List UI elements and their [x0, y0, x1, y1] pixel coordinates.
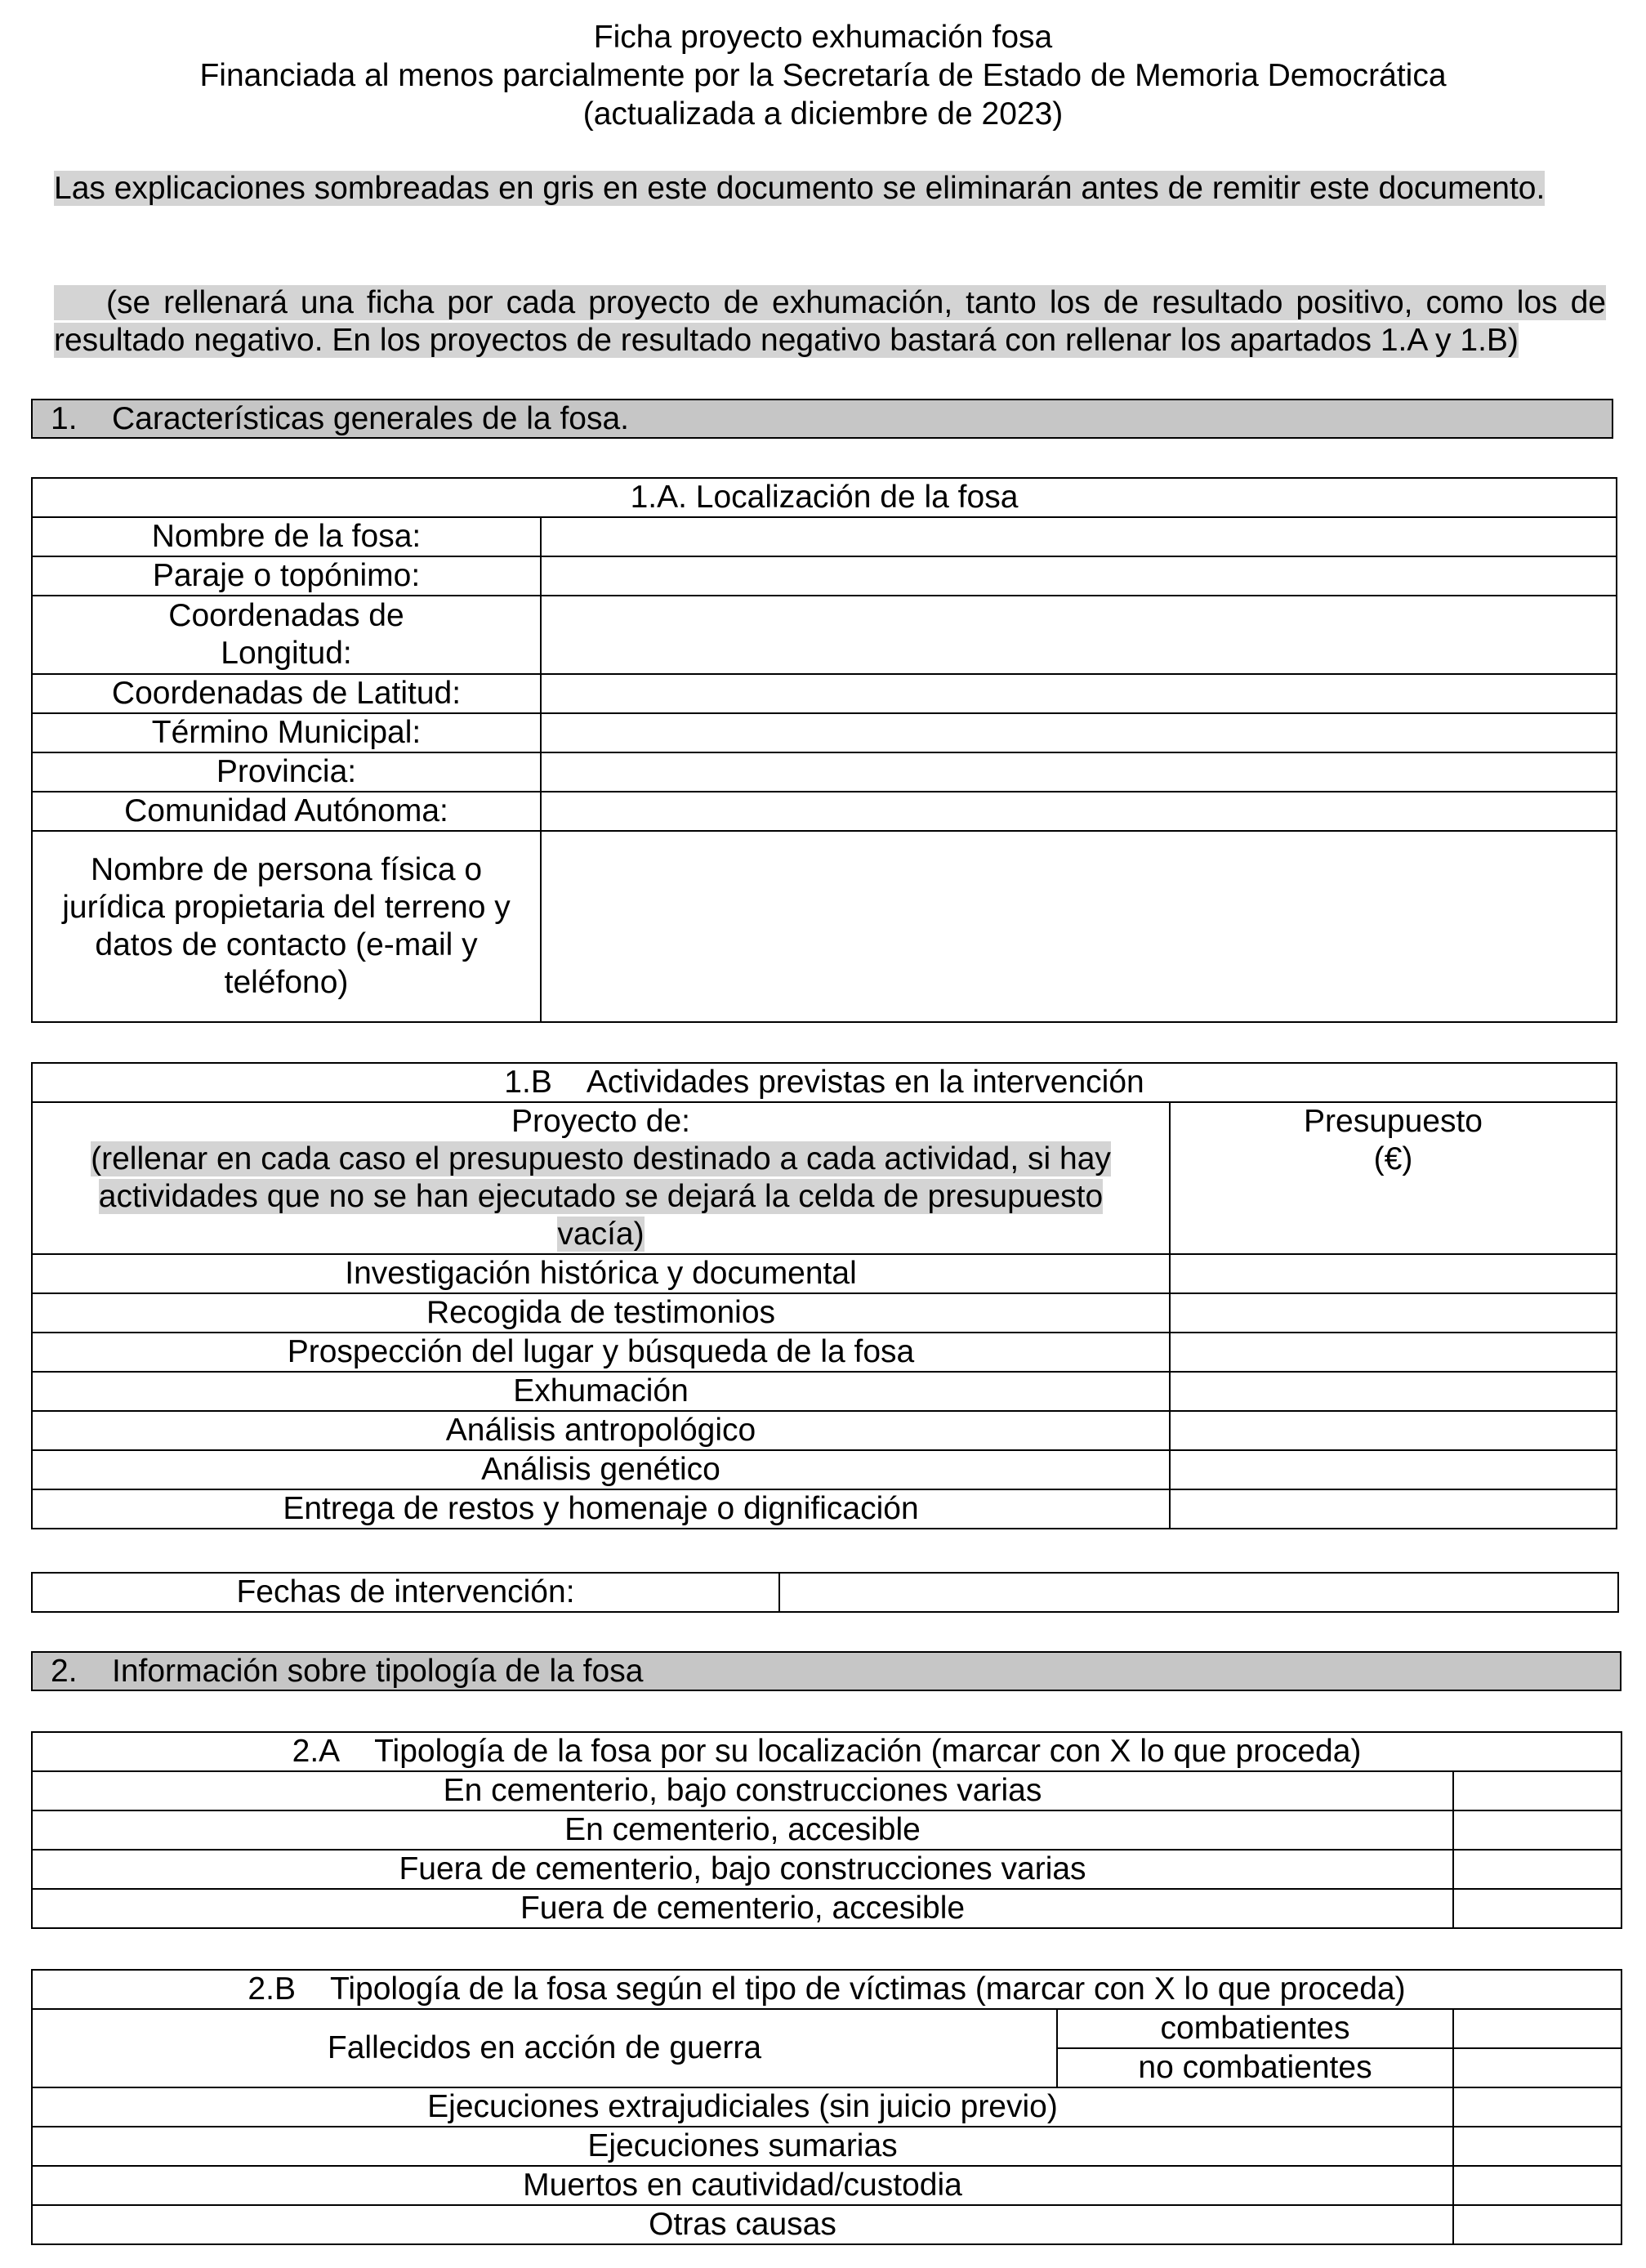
location-label-propietario: Nombre de persona física o jurídica propietaria del terreno y datos de contacto (e-mail y teléfono) [32, 831, 541, 1022]
victim-war-label: Fallecidos en acción de guerra [32, 2009, 1057, 2087]
table-location-type-heading [32, 1732, 1621, 1771]
location-type-checkbox[interactable] [1453, 1889, 1621, 1928]
project-label: Proyecto de: [511, 1104, 690, 1139]
victim-type-checkbox[interactable] [1453, 2009, 1621, 2048]
victim-type-checkbox[interactable] [1453, 2166, 1621, 2205]
table-dates [31, 1572, 1619, 1613]
table-location [31, 477, 1617, 1023]
activity-testimonios: Recogida de testimonios [32, 1293, 1170, 1333]
table-activities-heading [32, 1063, 1617, 1102]
location-type-checkbox[interactable] [1453, 1810, 1621, 1850]
fill-instruction-note [54, 284, 1606, 359]
victim-war-no-combatientes: no combatientes [1057, 2048, 1453, 2087]
section-2-title: Información sobre tipología de la fosa [112, 1654, 644, 1689]
table-victim-type [31, 1969, 1622, 2245]
victim-type-checkbox[interactable] [1453, 2087, 1621, 2127]
document-subtitle: Financiada al menos parcialmente por la Secretaría de Estado de Memoria Democrática [199, 58, 1447, 93]
activity-exhumacion: Exhumación [32, 1372, 1170, 1411]
victim-type-row: Muertos en cautividad/custodia [32, 2166, 1453, 2205]
victim-type-checkbox[interactable] [1453, 2205, 1621, 2244]
location-type-row: En cementerio, accesible [32, 1810, 1453, 1850]
location-type-checkbox[interactable] [1453, 1850, 1621, 1889]
victim-type-row: Ejecuciones sumarias [32, 2127, 1453, 2166]
activity-historica: Investigación histórica y documental [32, 1254, 1170, 1293]
victim-war-combatientes: combatientes [1057, 2009, 1453, 2048]
section-1-heading [31, 399, 1613, 439]
victim-type-row: Otras causas [32, 2205, 1453, 2244]
location-type-row: Fuera de cementerio, accesible [32, 1889, 1453, 1928]
location-field-comunidad[interactable] [541, 792, 1617, 831]
project-header-cell [32, 1102, 1170, 1254]
document-title: Ficha proyecto exhumación fosa [593, 20, 1053, 55]
table-location-type [31, 1731, 1622, 1929]
location-field-provincia[interactable] [541, 752, 1617, 792]
location-field-paraje[interactable] [541, 556, 1617, 596]
victim-type-checkbox[interactable] [1453, 2127, 1621, 2166]
table-activities-title: Actividades previstas en la intervención [586, 1065, 1144, 1100]
budget-field-historica[interactable] [1170, 1254, 1617, 1293]
section-1-number: 1. [51, 401, 78, 436]
fill-instruction-text: (se rellenará una ficha por cada proyecto de exhumación, tanto los de resultado positivo, como los de resultado negativo. En los proyectos de resultado negativo bastará con rellenar los apartados 1.A y 1.B) [54, 285, 1606, 358]
budget-field-entrega[interactable] [1170, 1489, 1617, 1529]
budget-field-genetico[interactable] [1170, 1450, 1617, 1489]
location-field-nombre[interactable] [541, 517, 1617, 556]
budget-field-testimonios[interactable] [1170, 1293, 1617, 1333]
table-victim-type-title: Tipología de la fosa según el tipo de víctimas (marcar con X lo que proceda) [329, 1971, 1406, 2007]
table-activities-number: 1.B [504, 1065, 552, 1100]
section-2-number: 2. [51, 1654, 78, 1689]
budget-unit: (€) [1373, 1141, 1413, 1176]
table-activities [31, 1062, 1617, 1529]
activity-antropologico: Análisis antropológico [32, 1411, 1170, 1450]
table-location-type-title: Tipología de la fosa por su localización (marcar con X lo que proceda) [374, 1734, 1362, 1769]
victim-type-checkbox[interactable] [1453, 2048, 1621, 2087]
section-2-heading [31, 1651, 1621, 1691]
budget-field-prospeccion[interactable] [1170, 1333, 1617, 1372]
location-label-latitud: Coordenadas de Latitud: [32, 674, 541, 713]
document-date: (actualizada a diciembre de 2023) [582, 96, 1064, 132]
location-label-nombre: Nombre de la fosa: [32, 517, 541, 556]
budget-label: Presupuesto [1304, 1104, 1483, 1139]
gray-explanation-text: Las explicaciones sombreadas en gris en este documento se eliminarán antes de remitir este documento. [54, 171, 1546, 206]
activity-genetico: Análisis genético [32, 1450, 1170, 1489]
location-label-comunidad: Comunidad Autónoma: [32, 792, 541, 831]
location-field-municipio[interactable] [541, 713, 1617, 752]
location-label-longitud: Coordenadas de Longitud: [32, 596, 541, 674]
location-type-row: En cementerio, bajo construcciones varias [32, 1771, 1453, 1810]
budget-field-antropologico[interactable] [1170, 1411, 1617, 1450]
table-location-type-number: 2.A [292, 1734, 341, 1769]
location-label-paraje: Paraje o topónimo: [32, 556, 541, 596]
table-location-title: 1.A. Localización de la fosa [32, 478, 1617, 517]
location-field-latitud[interactable] [541, 674, 1617, 713]
project-note: (rellenar en cada caso el presupuesto destinado a cada actividad, si hay actividades que no se han ejecutado se dejará la celda de presupuesto vacía) [91, 1141, 1111, 1252]
activity-prospeccion: Prospección del lugar y búsqueda de la fosa [32, 1333, 1170, 1372]
location-type-checkbox[interactable] [1453, 1771, 1621, 1810]
budget-field-exhumacion[interactable] [1170, 1372, 1617, 1411]
location-type-row: Fuera de cementerio, bajo construcciones varias [32, 1850, 1453, 1889]
location-field-propietario[interactable] [541, 831, 1617, 1022]
document-header [0, 18, 1646, 133]
budget-header-cell [1170, 1102, 1617, 1254]
location-label-municipio: Término Municipal: [32, 713, 541, 752]
activity-entrega: Entrega de restos y homenaje o dignificación [32, 1489, 1170, 1529]
gray-explanation-note [54, 169, 1545, 208]
dates-field[interactable] [779, 1573, 1618, 1612]
location-field-longitud[interactable] [541, 596, 1617, 674]
victim-type-row: Ejecuciones extrajudiciales (sin juicio previo) [32, 2087, 1453, 2127]
location-label-provincia: Provincia: [32, 752, 541, 792]
table-victim-type-number: 2.B [248, 1971, 296, 2007]
table-victim-type-heading [32, 1970, 1621, 2009]
section-1-title: Características generales de la fosa. [112, 401, 629, 436]
dates-label: Fechas de intervención: [32, 1573, 779, 1612]
